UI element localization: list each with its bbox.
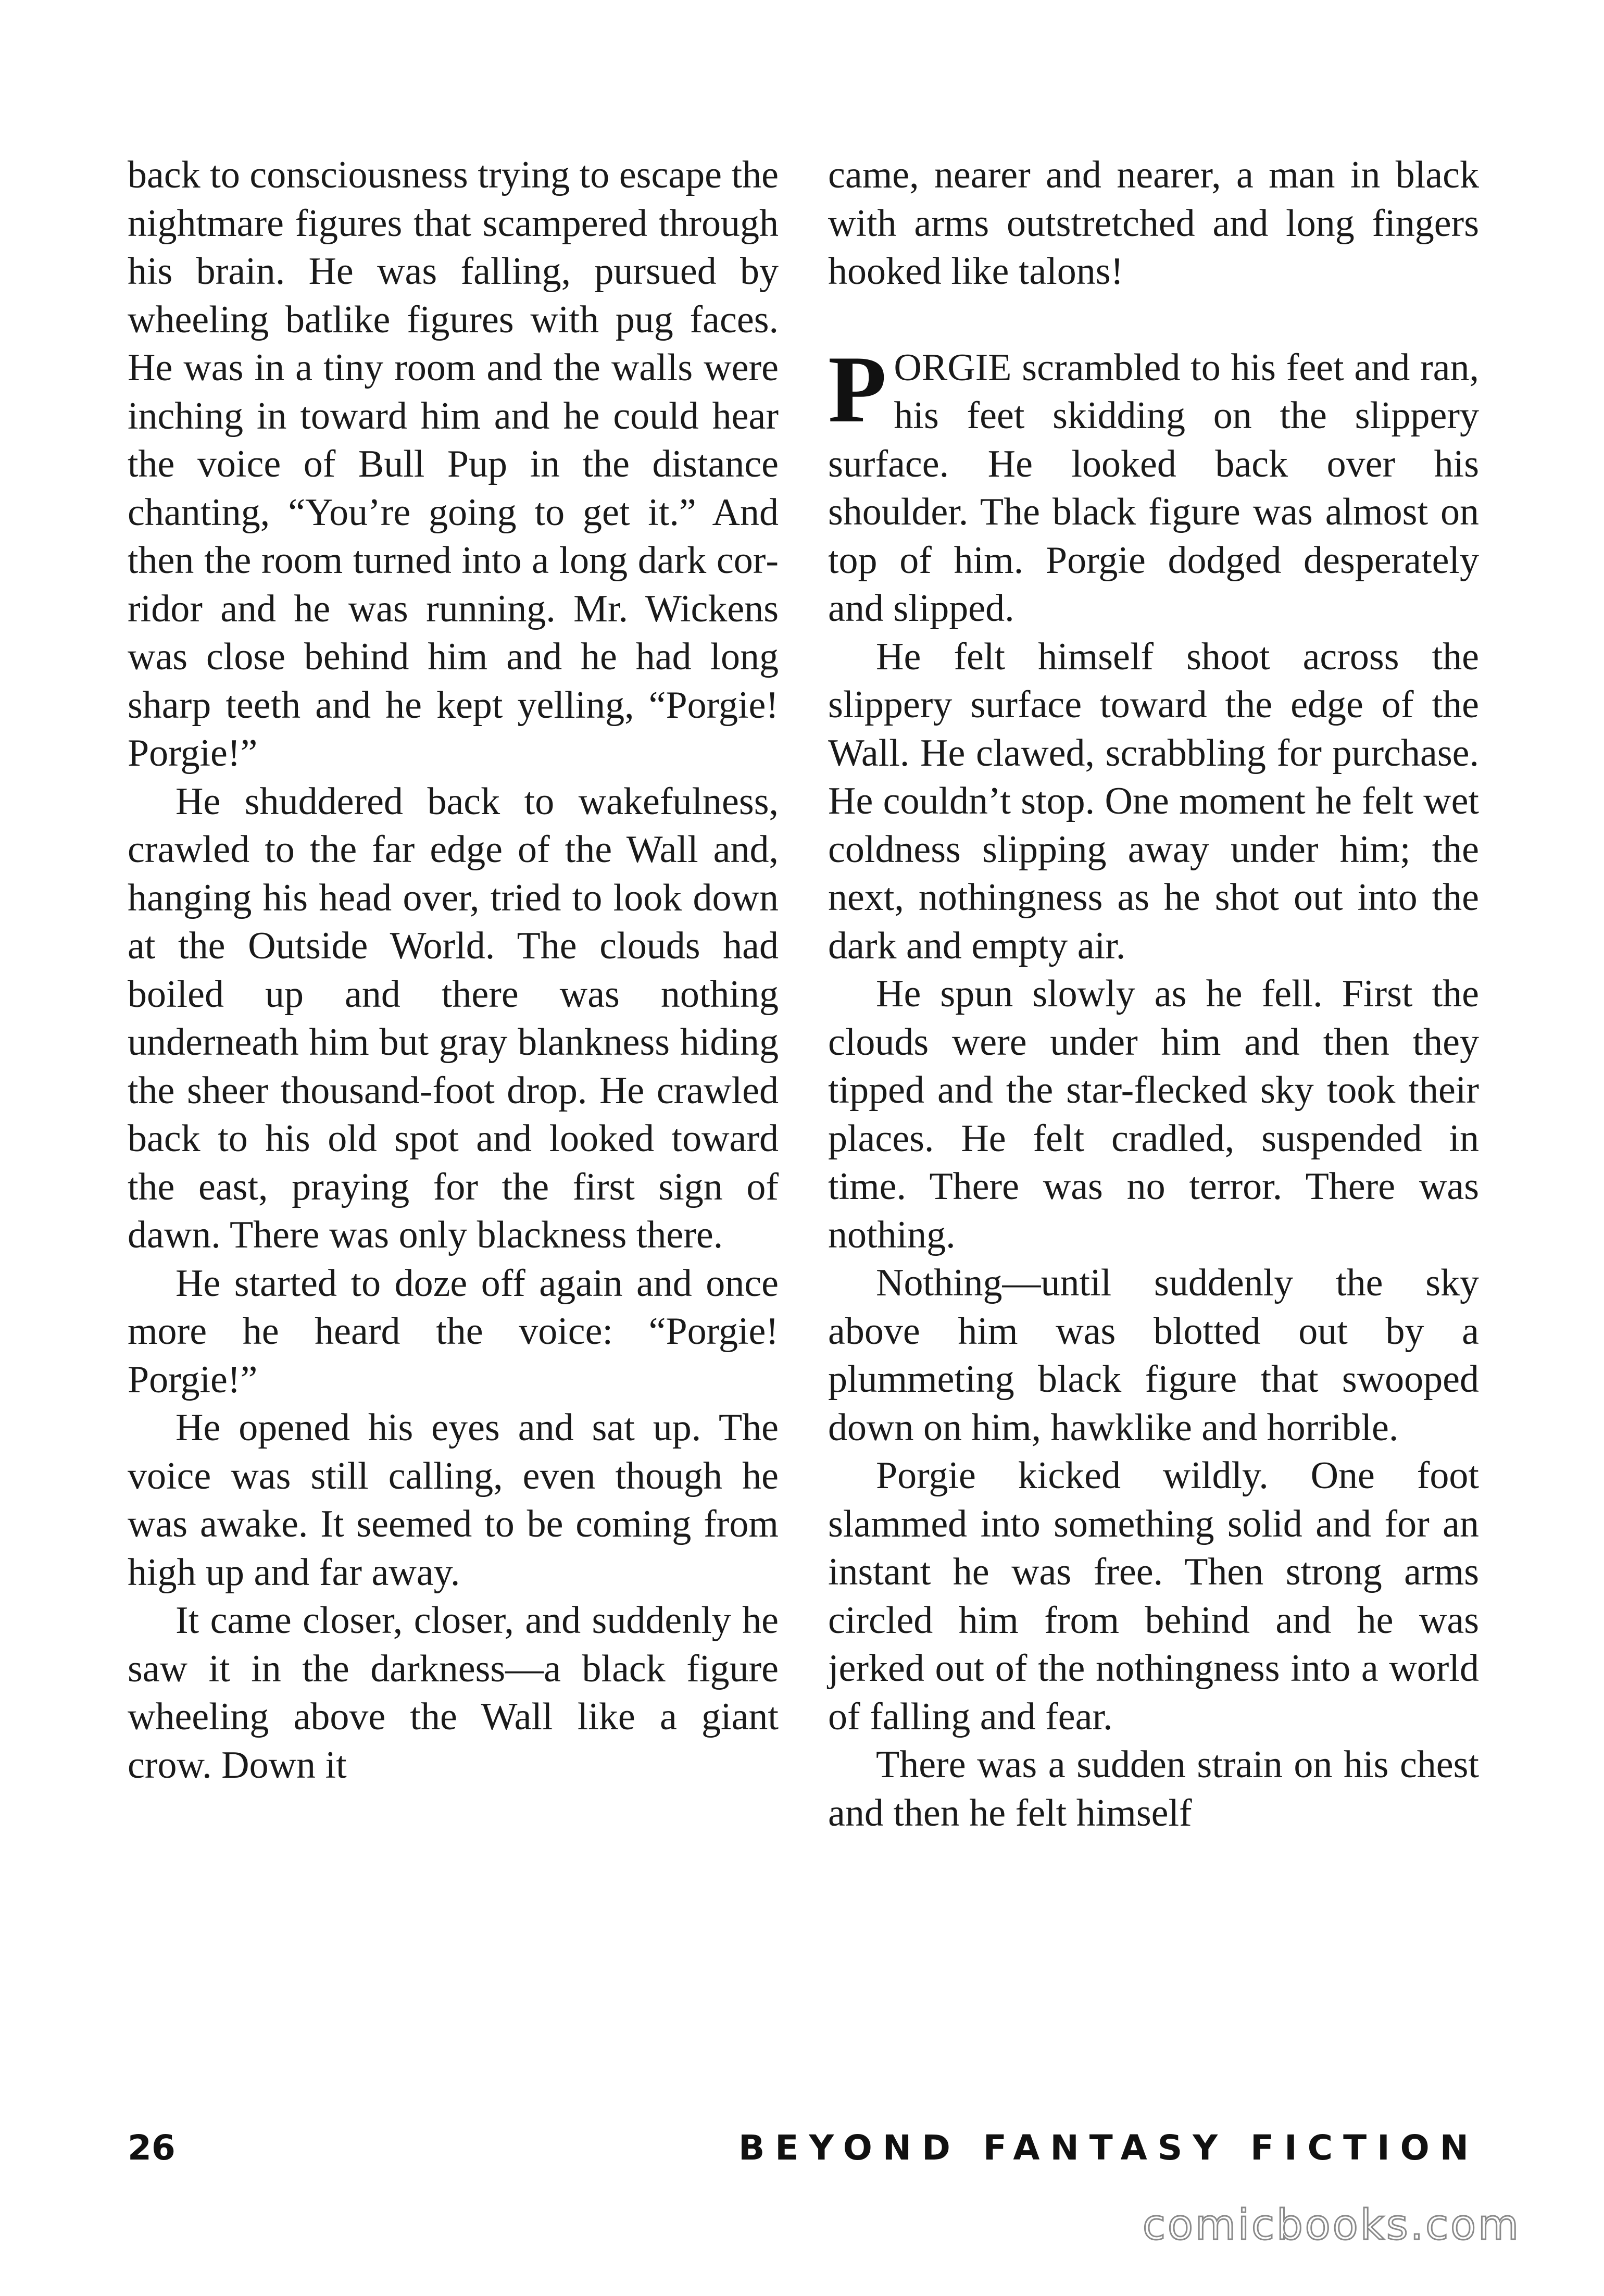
small-caps-lead: ORGIE [894, 346, 1012, 389]
section-opening-text: scrambled to his feet and ran, his feet skidding on the slippery surface. He looked back over his shoulder. The black figure was almost on top of him. Porgie dodged desperately and slipped. [828, 346, 1479, 630]
paragraph: came, nearer and nearer, a man in black with arms outstretched and long fingers hooked like talons! [828, 154, 1479, 293]
paragraph: He started to doze off again and once more he heard the voice: “Porgie! Porgie!” [128, 1262, 779, 1401]
paragraph: Porgie kicked wildly. One foot slammed into something solid and for an instant he was free. Then strong arms circled him from behind and he was jerked out of the nothingness into a world of falling and fear. [828, 1454, 1479, 1738]
page-number: 26 [128, 2128, 176, 2168]
paragraph: back to consciousness trying to escape the nightmare figures that scampered through his brain. He was falling, pursued by wheeling batlike figures with pug faces. He was in a tiny room and the walls were inching in toward him and he could hear the voice of Bull Pup in the distance chanting, “You’re going to get it.” And then the room turned into a long dark corridor and he was running. Mr. Wickens was close behind him and he had long sharp teeth and he kept yelling, “Porgie! Porgie!” [128, 154, 779, 775]
paragraph: He opened his eyes and sat up. The voice was still calling, even though he was awake. It seemed to be coming from high up and far away. [128, 1406, 779, 1594]
paragraph: Nothing—until suddenly the sky above him was blotted out by a plummeting black figure that swooped down on him, hawklike and horrible. [828, 1262, 1479, 1449]
watermark: comicbooks.com [1142, 2201, 1521, 2249]
right-text-column [828, 151, 1479, 1837]
left-text-column [128, 151, 779, 1789]
paragraph: He spun slowly as he fell. First the clouds were under him and then they tipped and the star-flecked sky took their places. He felt cradled, suspended in time. There was no terror. There was nothing. [828, 972, 1479, 1256]
drop-cap: P [828, 335, 887, 442]
paragraph: There was a sudden strain on his chest and then he felt himself [828, 1743, 1479, 1835]
paragraph: It came closer, closer, and suddenly he saw it in the darkness—a black figure wheeling above the Wall like a giant crow. Down it [128, 1599, 779, 1787]
section-opening-paragraph [828, 335, 1479, 633]
paragraph: He shuddered back to wakefulness, crawled to the far edge of the Wall and, hanging his head over, tried to look down at the Outside World. The clouds had boiled up and there was nothing underneath him but gray blankness hiding the sheer thousand-foot drop. He crawled back to his old spot and looked toward the east, praying for the first sign of dawn. There was only blackness there. [128, 780, 779, 1256]
paragraph: He felt himself shoot across the slippery surface toward the edge of the Wall. He clawed, scrabbling for purchase. He couldn’t stop. One moment he felt wet coldness slipping away under him; the next, nothingness as he shot out into the dark and empty air. [828, 635, 1479, 967]
running-head: BEYOND FANTASY FICTION [738, 2128, 1479, 2168]
